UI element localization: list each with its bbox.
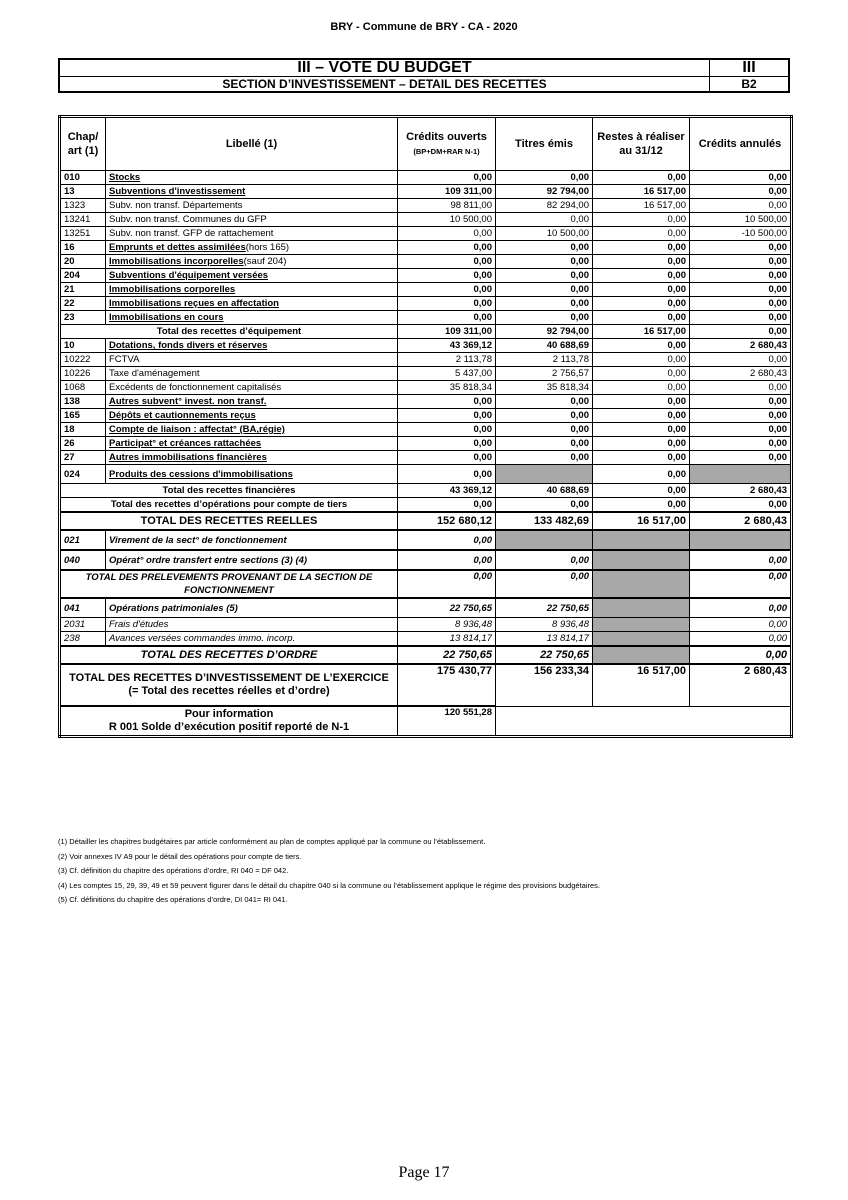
table-row — [60, 171, 792, 185]
value-titres-emis: 0,00 — [496, 213, 593, 227]
table-row — [60, 311, 792, 325]
row-libelle — [106, 241, 398, 255]
table-row — [60, 325, 792, 339]
row-libelle-text: Immobilisations en cours — [109, 312, 224, 323]
row-code: 26 — [60, 437, 106, 451]
value-credits-ouverts: 43 369,12 — [398, 484, 496, 498]
value-credits-ouverts: 2 113,78 — [398, 353, 496, 367]
row-libelle-text: FCTVA — [109, 354, 140, 365]
value-credits-ouverts: 22 750,65 — [398, 598, 496, 618]
table-row — [60, 451, 792, 465]
footnote: (2) Voir annexes IV A9 pour le détail des opérations pour compte de tiers. — [58, 851, 302, 861]
row-libelle-text: Subv. non transf. Communes du GFP — [109, 214, 267, 225]
table-row — [60, 550, 792, 570]
row-libelle-text: Produits des cessions d'immobilisations — [109, 468, 293, 480]
value-credits-annules: 0,00 — [690, 381, 792, 395]
value-credits-annules: 0,00 — [690, 423, 792, 437]
row-code: 024 — [60, 465, 106, 484]
row-total-label: Total des recettes d’opérations pour compte de tiers — [60, 498, 398, 513]
value-credits-annules: 0,00 — [690, 297, 792, 311]
table-row — [60, 646, 792, 664]
value-credits-ouverts: 0,00 — [398, 530, 496, 550]
shaded-cell — [593, 570, 690, 598]
row-libelle-text: Subventions d'équipement versées — [109, 270, 269, 281]
value-restes: 0,00 — [593, 227, 690, 241]
row-libelle — [106, 423, 398, 437]
empty-cell — [593, 706, 690, 737]
row-code: 13251 — [60, 227, 106, 241]
value-credits-ouverts: 109 311,00 — [398, 185, 496, 199]
row-libelle-text: Subv. non transf. GFP de rattachement — [109, 228, 274, 239]
section-subtitle: SECTION D’INVESTISSEMENT – DETAIL DES RECETTES — [59, 77, 710, 93]
value-credits-annules: 0,00 — [690, 185, 792, 199]
value-credits-ouverts: 0,00 — [398, 498, 496, 513]
value-titres-emis: 0,00 — [496, 437, 593, 451]
value-credits-annules: 0,00 — [690, 269, 792, 283]
empty-cell — [496, 706, 593, 737]
row-libelle-text: Autres immobilisations financières — [109, 452, 267, 463]
value-credits-ouverts: 5 437,00 — [398, 367, 496, 381]
footnote: (3) Cf. définition du chapitre des opérations d’ordre, RI 040 = DF 042. — [58, 866, 289, 875]
row-libelle — [106, 311, 398, 325]
value-credits-annules: 0,00 — [690, 550, 792, 570]
row-code: 040 — [60, 550, 106, 570]
value-credits-ouverts: 0,00 — [398, 283, 496, 297]
table-row — [60, 484, 792, 498]
value-titres-emis: 0,00 — [496, 423, 593, 437]
value-restes: 0,00 — [593, 367, 690, 381]
pour-info-label-2: R 001 Solde d’exécution positif reporté de N-1 — [108, 721, 350, 733]
value-restes: 0,00 — [593, 311, 690, 325]
value-credits-annules: 0,00 — [690, 311, 792, 325]
section-subcode: B2 — [710, 77, 790, 93]
value-credits-annules: 0,00 — [690, 451, 792, 465]
value-restes: 0,00 — [593, 353, 690, 367]
value-credits-annules: 0,00 — [690, 325, 792, 339]
value-credits-ouverts: 0,00 — [398, 241, 496, 255]
row-libelle — [106, 339, 398, 353]
row-code: 13 — [60, 185, 106, 199]
value-credits-ouverts: 0,00 — [398, 269, 496, 283]
row-libelle-text: Immobilisations reçues en affectation — [109, 298, 279, 309]
table-row — [60, 185, 792, 199]
value-titres-emis: 0,00 — [496, 171, 593, 185]
row-libelle-suffix: (sauf 204) — [243, 256, 287, 267]
value-credits-ouverts: 0,00 — [398, 423, 496, 437]
value-credits-annules: 0,00 — [690, 241, 792, 255]
row-total-label: Total des recettes financières — [60, 484, 398, 498]
value-titres-emis: 13 814,17 — [496, 632, 593, 647]
footnotes — [58, 835, 798, 908]
row-libelle — [106, 255, 398, 269]
row-libelle-text: Opérations patrimoniales (5) — [109, 602, 238, 614]
row-libelle-text: Autres subvent° invest. non transf. — [109, 396, 267, 407]
table-row — [60, 530, 792, 550]
row-libelle-text: Immobilisations corporelles — [109, 284, 236, 295]
section-title: III – VOTE DU BUDGET — [59, 59, 710, 77]
table-row — [60, 269, 792, 283]
value-credits-ouverts: 0,00 — [398, 437, 496, 451]
value-credits-ouverts: 43 369,12 — [398, 339, 496, 353]
document-header: BRY - Commune de BRY - CA - 2020 — [330, 21, 518, 33]
pour-info-row — [60, 706, 792, 737]
value-credits-annules: 0,00 — [690, 199, 792, 213]
value-titres-emis: 0,00 — [496, 283, 593, 297]
row-libelle-text: Avances versées commandes immo. incorp. — [109, 633, 296, 644]
row-code: 13241 — [60, 213, 106, 227]
value-credits-ouverts: 98 811,00 — [398, 199, 496, 213]
col-header-libelle: Libellé (1) — [106, 117, 398, 171]
value-credits-annules: 2 680,43 — [690, 367, 792, 381]
shaded-cell — [593, 598, 690, 618]
shaded-cell — [593, 632, 690, 647]
row-libelle — [106, 213, 398, 227]
row-libelle-text: Frais d'études — [109, 619, 169, 630]
row-libelle-text: Subv. non transf. Départements — [109, 200, 243, 211]
col-header-credits-ouverts-sub: (BP+DM+RAR N-1) — [413, 146, 480, 156]
table-row — [60, 598, 792, 618]
row-libelle — [106, 598, 398, 618]
footnote: (4) Les comptes 15, 29, 39, 49 et 59 peuvent figurer dans le détail du chapitre 040 si la commune ou l’établissement applique le régime des provisions budgétaires. — [58, 880, 600, 890]
value-restes: 0,00 — [593, 339, 690, 353]
table-row — [60, 227, 792, 241]
table-row — [60, 297, 792, 311]
table-row — [60, 213, 792, 227]
value-credits-ouverts: 35 818,34 — [398, 381, 496, 395]
value-credits-ouverts: 0,00 — [398, 570, 496, 598]
row-libelle — [106, 171, 398, 185]
row-libelle — [106, 269, 398, 283]
shaded-cell — [593, 646, 690, 664]
value-titres-emis: 0,00 — [496, 570, 593, 598]
table-row — [60, 498, 792, 513]
table-row — [60, 465, 792, 484]
row-libelle — [106, 632, 398, 647]
pour-info-label — [60, 706, 398, 737]
row-code: 20 — [60, 255, 106, 269]
value-credits-ouverts: 0,00 — [398, 409, 496, 423]
total-exercice-annules: 2 680,43 — [690, 664, 792, 706]
row-code: 204 — [60, 269, 106, 283]
row-libelle — [106, 185, 398, 199]
row-libelle — [106, 451, 398, 465]
total-exercice-titres: 156 233,34 — [496, 664, 593, 706]
value-restes: 16 517,00 — [593, 325, 690, 339]
row-libelle-text: Immobilisations incorporelles — [109, 256, 244, 267]
table-row — [60, 409, 792, 423]
value-credits-annules: 0,00 — [690, 171, 792, 185]
value-credits-annules: 2 680,43 — [690, 339, 792, 353]
col-header-titres-emis: Titres émis — [496, 117, 593, 171]
row-libelle — [106, 409, 398, 423]
row-code: 22 — [60, 297, 106, 311]
value-titres-emis: 0,00 — [496, 550, 593, 570]
row-code: 138 — [60, 395, 106, 409]
value-credits-ouverts: 22 750,65 — [398, 646, 496, 664]
row-libelle-suffix: (hors 165) — [245, 242, 290, 253]
row-libelle-text: Taxe d'aménagement — [109, 368, 200, 379]
row-code: 2031 — [60, 618, 106, 632]
shaded-cell — [593, 530, 690, 550]
value-credits-annules: -10 500,00 — [690, 227, 792, 241]
value-titres-emis: 92 794,00 — [496, 185, 593, 199]
row-libelle — [106, 395, 398, 409]
table-row — [60, 632, 792, 647]
pour-info-value: 120 551,28 — [398, 706, 496, 737]
table-row — [60, 353, 792, 367]
row-libelle-text: Dotations, fonds divers et réserves — [109, 340, 268, 351]
value-titres-emis: 10 500,00 — [496, 227, 593, 241]
shaded-cell — [496, 465, 593, 484]
row-code: 18 — [60, 423, 106, 437]
row-libelle — [106, 437, 398, 451]
value-titres-emis: 0,00 — [496, 311, 593, 325]
value-credits-ouverts: 0,00 — [398, 311, 496, 325]
col-header-chap: Chap/ art (1) — [60, 117, 106, 171]
value-credits-ouverts: 0,00 — [398, 465, 496, 484]
value-credits-ouverts: 0,00 — [398, 395, 496, 409]
value-titres-emis: 0,00 — [496, 451, 593, 465]
shaded-cell — [593, 618, 690, 632]
table-row — [60, 339, 792, 353]
value-titres-emis: 0,00 — [496, 498, 593, 513]
page-number: Page 17 — [398, 1164, 450, 1181]
value-credits-ouverts: 0,00 — [398, 255, 496, 269]
total-exercice-label-1: TOTAL DES RECETTES D’INVESTISSEMENT DE L’EXERCICE — [69, 672, 389, 684]
table-row — [60, 512, 792, 530]
value-titres-emis: 40 688,69 — [496, 484, 593, 498]
row-libelle — [106, 367, 398, 381]
value-credits-annules: 0,00 — [690, 498, 792, 513]
value-credits-annules: 0,00 — [690, 283, 792, 297]
value-restes: 0,00 — [593, 381, 690, 395]
row-code: 010 — [60, 171, 106, 185]
total-exercice-label-2: (= Total des recettes réelles et d’ordre) — [128, 685, 330, 697]
value-restes: 0,00 — [593, 213, 690, 227]
value-titres-emis: 82 294,00 — [496, 199, 593, 213]
value-titres-emis: 40 688,69 — [496, 339, 593, 353]
value-credits-ouverts: 0,00 — [398, 297, 496, 311]
value-credits-annules: 0,00 — [690, 632, 792, 647]
row-code: 165 — [60, 409, 106, 423]
value-restes: 0,00 — [593, 423, 690, 437]
table-row — [60, 423, 792, 437]
table-row — [60, 381, 792, 395]
recettes-table-container — [58, 115, 790, 738]
table-row — [60, 283, 792, 297]
value-credits-ouverts: 0,00 — [398, 451, 496, 465]
value-restes: 0,00 — [593, 395, 690, 409]
value-restes: 0,00 — [593, 437, 690, 451]
row-code: 021 — [60, 530, 106, 550]
row-code: 1323 — [60, 199, 106, 213]
value-credits-ouverts: 13 814,17 — [398, 632, 496, 647]
value-restes: 0,00 — [593, 283, 690, 297]
value-credits-ouverts: 0,00 — [398, 227, 496, 241]
row-code: 10 — [60, 339, 106, 353]
row-libelle — [106, 465, 398, 484]
row-libelle-text: Emprunts et dettes assimilées — [109, 242, 246, 253]
value-titres-emis: 133 482,69 — [496, 512, 593, 530]
recettes-table — [58, 115, 793, 738]
value-credits-annules: 0,00 — [690, 353, 792, 367]
row-code: 16 — [60, 241, 106, 255]
value-restes: 0,00 — [593, 409, 690, 423]
value-restes: 0,00 — [593, 498, 690, 513]
value-credits-annules: 0,00 — [690, 255, 792, 269]
table-row — [60, 199, 792, 213]
row-total-label: TOTAL DES PRELEVEMENTS PROVENANT DE LA SECTION DE FONCTIONNEMENT — [60, 570, 398, 598]
row-libelle — [106, 618, 398, 632]
value-restes: 0,00 — [593, 465, 690, 484]
row-libelle-text: Compte de liaison : affectat° (BA,régie) — [109, 424, 285, 435]
table-row — [60, 395, 792, 409]
row-libelle-text: Opérat° ordre transfert entre sections (3) (4) — [109, 554, 308, 566]
row-code: 1068 — [60, 381, 106, 395]
row-libelle — [106, 199, 398, 213]
footnote: (1) Détailler les chapitres budgétaires par article conformément au plan de comptes appliqué par la commune ou l’établissement. — [58, 837, 486, 846]
value-restes: 0,00 — [593, 484, 690, 498]
section-title-box — [58, 58, 790, 93]
row-libelle-text: Virement de la sect° de fonctionnement — [109, 534, 287, 546]
value-restes: 0,00 — [593, 241, 690, 255]
value-titres-emis: 92 794,00 — [496, 325, 593, 339]
value-credits-ouverts: 109 311,00 — [398, 325, 496, 339]
value-titres-emis: 0,00 — [496, 241, 593, 255]
row-total-label: TOTAL DES RECETTES D’ORDRE — [60, 646, 398, 664]
value-credits-ouverts: 152 680,12 — [398, 512, 496, 530]
shaded-cell — [496, 530, 593, 550]
value-titres-emis: 0,00 — [496, 255, 593, 269]
value-restes: 16 517,00 — [593, 512, 690, 530]
table-row — [60, 241, 792, 255]
value-titres-emis: 22 750,65 — [496, 646, 593, 664]
value-credits-annules: 0,00 — [690, 618, 792, 632]
row-libelle-text: Participat° et créances rattachées — [109, 438, 262, 449]
row-code: 238 — [60, 632, 106, 647]
row-libelle — [106, 530, 398, 550]
row-code: 10226 — [60, 367, 106, 381]
value-restes: 0,00 — [593, 451, 690, 465]
row-libelle — [106, 381, 398, 395]
value-credits-annules: 0,00 — [690, 409, 792, 423]
section-code: III — [710, 59, 790, 77]
row-libelle-text: Dépôts et cautionnements reçus — [109, 410, 256, 421]
value-titres-emis: 2 113,78 — [496, 353, 593, 367]
value-credits-ouverts: 0,00 — [398, 171, 496, 185]
value-restes: 0,00 — [593, 297, 690, 311]
row-libelle — [106, 283, 398, 297]
table-row — [60, 437, 792, 451]
value-credits-ouverts: 0,00 — [398, 550, 496, 570]
value-credits-ouverts: 8 936,48 — [398, 618, 496, 632]
value-restes: 0,00 — [593, 171, 690, 185]
value-credits-annules: 10 500,00 — [690, 213, 792, 227]
total-exercice-credits: 175 430,77 — [398, 664, 496, 706]
pour-info-label-1: Pour information — [184, 708, 274, 720]
shaded-cell — [690, 530, 792, 550]
value-titres-emis: 22 750,65 — [496, 598, 593, 618]
value-credits-annules: 2 680,43 — [690, 484, 792, 498]
value-titres-emis: 0,00 — [496, 409, 593, 423]
row-libelle — [106, 353, 398, 367]
row-total-label: Total des recettes d’équipement — [60, 325, 398, 339]
value-titres-emis: 0,00 — [496, 269, 593, 283]
table-row — [60, 255, 792, 269]
value-credits-annules: 2 680,43 — [690, 512, 792, 530]
value-restes: 0,00 — [593, 255, 690, 269]
value-credits-annules: 0,00 — [690, 646, 792, 664]
value-credits-annules: 0,00 — [690, 437, 792, 451]
total-exercice-row — [60, 664, 792, 706]
shaded-cell — [593, 550, 690, 570]
row-code: 21 — [60, 283, 106, 297]
row-code: 27 — [60, 451, 106, 465]
value-credits-annules: 0,00 — [690, 598, 792, 618]
col-header-credits-ouverts-label: Crédits ouverts — [406, 130, 487, 143]
row-libelle — [106, 550, 398, 570]
row-total-label: TOTAL DES RECETTES REELLES — [60, 512, 398, 530]
value-titres-emis: 35 818,34 — [496, 381, 593, 395]
value-credits-annules: 0,00 — [690, 395, 792, 409]
footnote: (5) Cf. définitions du chapitre des opérations d’ordre, DI 041= RI 041. — [58, 895, 288, 904]
value-titres-emis: 2 756,57 — [496, 367, 593, 381]
table-row — [60, 618, 792, 632]
shaded-cell — [690, 465, 792, 484]
value-restes: 16 517,00 — [593, 185, 690, 199]
col-header-credits-annules: Crédits annulés — [690, 117, 792, 171]
col-header-credits-ouverts — [398, 117, 496, 171]
empty-cell — [690, 706, 792, 737]
row-code: 23 — [60, 311, 106, 325]
table-row — [60, 570, 792, 598]
total-exercice-label — [60, 664, 398, 706]
col-header-restes: Restes à réaliser au 31/12 — [593, 117, 690, 171]
value-titres-emis: 0,00 — [496, 297, 593, 311]
row-code: 041 — [60, 598, 106, 618]
value-credits-ouverts: 10 500,00 — [398, 213, 496, 227]
row-libelle — [106, 227, 398, 241]
value-titres-emis: 8 936,48 — [496, 618, 593, 632]
row-code: 10222 — [60, 353, 106, 367]
value-restes: 0,00 — [593, 269, 690, 283]
total-exercice-restes: 16 517,00 — [593, 664, 690, 706]
row-libelle-text: Excédents de fonctionnement capitalisés — [109, 382, 282, 393]
value-restes: 16 517,00 — [593, 199, 690, 213]
row-libelle-text: Subventions d'investissement — [109, 186, 246, 197]
value-titres-emis: 0,00 — [496, 395, 593, 409]
row-libelle-text: Stocks — [109, 172, 141, 183]
row-libelle — [106, 297, 398, 311]
value-credits-annules: 0,00 — [690, 570, 792, 598]
table-row — [60, 367, 792, 381]
